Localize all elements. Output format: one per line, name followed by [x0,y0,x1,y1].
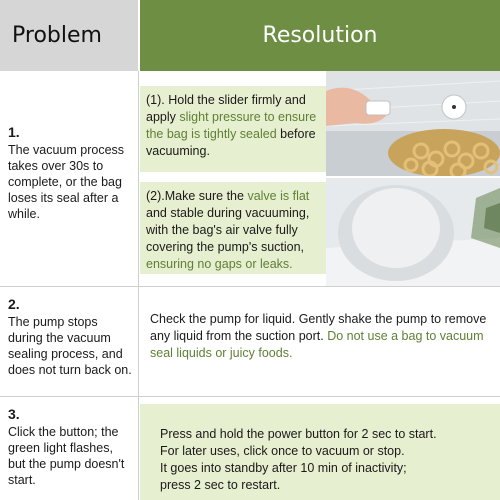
row2-problem [0,296,138,378]
row2-res-text: Check the pump for liquid. Gently shake the pump to remove any liquid from the suction port. [150,312,487,343]
row3-res-line-4: press 2 sec to restart. [160,478,281,492]
row1-resolution2 [146,188,328,273]
row2-resolution [150,311,498,362]
photo-pump-on-valve [326,178,500,286]
row2-number: 2. [8,296,20,312]
divider-row2 [0,396,500,397]
row1-problem-text: The vacuum process takes over 30s to complete, or the bag loses its seal after a while. [8,143,125,221]
header-resolution: Resolution [140,0,500,71]
row3-res-line-2: For later uses, click once to vacuum or stop. [160,444,405,458]
pump-illustration [326,178,500,286]
row3-problem-text: Click the button; the green light flashes, but the pump doesn't start. [8,425,125,487]
row1-problem [0,124,138,222]
row1-res1-text-a: (1). Hold the slider firmly and apply [146,93,306,124]
bag-slider-illustration [326,71,500,176]
row1-res1-text-b: before vacuuming. [146,127,316,158]
divider-row1 [0,286,500,287]
row3-res-line-3: It goes into standby after 10 min of inactivity; [160,461,407,475]
row2-res-highlight: Do not use a bag to vacuum seal liquids or juicy foods. [150,329,484,360]
photo-sealing-bag [326,71,500,176]
row3-number: 3. [8,406,20,422]
row1-res2-text-b: and stable during vacuuming, with the bag's air valve fully covering the pump's suction, [146,206,310,254]
row3-problem [0,406,138,488]
header-problem: Problem [0,0,138,71]
row3-res-line-1: Press and hold the power button for 2 sec to start. [160,427,437,441]
row1-resolution1 [146,92,328,160]
row1-res2-text-a: (2).Make sure the [146,189,248,203]
row1-res2-highlight2: ensuring no gaps or leaks. [146,257,293,271]
row1-res1-highlight: slight pressure to ensure the bag is tightly sealed [146,110,317,141]
row1-number: 1. [8,124,20,140]
row2-problem-text: The pump stops during the vacuum sealing process, and does not turn back on. [8,315,132,377]
column-divider [138,71,139,500]
row1-res2-highlight: valve is flat [247,189,310,203]
row3-resolution [160,426,498,494]
